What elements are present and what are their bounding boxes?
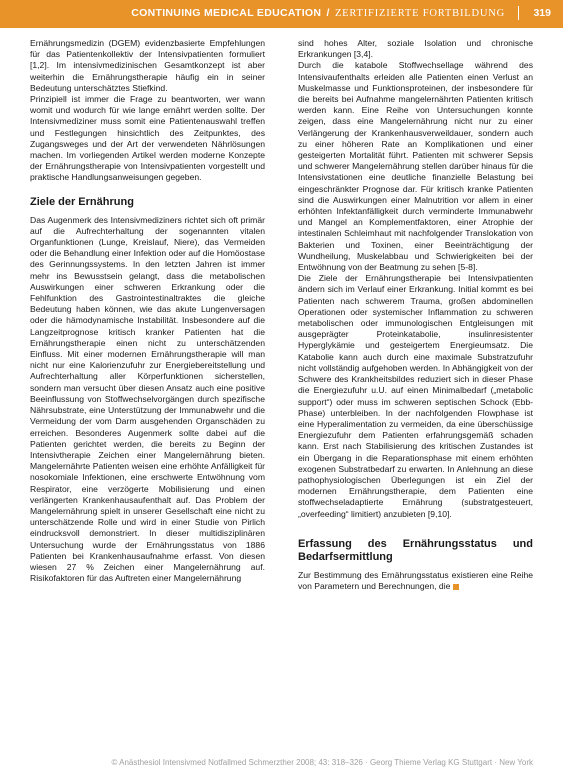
- paragraph-text: Zur Bestimmung des Ernährungsstatus existieren eine Reihe von Parametern und Berechnungen, die: [298, 569, 533, 591]
- right-column: [298, 38, 533, 592]
- paragraph-continued: [298, 570, 533, 592]
- paragraph: Durch die katabole Stoffwechsellage während des Intensivaufenthalts erleiden alle Patienten einen Verlust an Muskelmasse und Funktionsproteinen, der insbesondere für die bereits bei Aufnahme mangelernährten Patienten kritisch werden kann. Eine Reihe von Untersuchungen konnte zeigen, dass eine Mangelernährung nicht nur zu einer Verlängerung der Krankenhausverweildauer, sondern auch zu einer höheren Rate an Komplikationen und einer gesteigerten Mortalität führt. Patienten mit schwerer Sepsis und schwerer Mangelernährung stellen darüber hinaus für die Intensivstationen eine deutliche finanzielle Belastung bei eingeschränkter Prognose dar. Für kritisch kranke Patienten sind die Auswirkungen einer Malnutrition vor allem in einer erhöhten Infektanfälligkeit durch verminderte Immunabwehr und Mangel an Komplementfaktoren, einer Atrophie der intestinalen Schleimhaut mit nachfolgender Translokation von Bakterien und Toxinen, einer Beeinträchtigung der Wundheilung, Muskelabbau und Schwierigkeiten bei der Entwöhnung von der Beatmung zu sehen [5-8].: [298, 60, 533, 273]
- paragraph: Prinzipiell ist immer die Frage zu beantworten, wer wann womit und wodurch für wie lange ernährt werden sollte. Der Intensivmediziner muss somit eine Patientenauswahl treffen und Festlegungen hinsichtlich des Zeitpunktes, des Zugangsweges und der Art der verwendeten Nährlösungen machen. Im vorliegenden Artikel werden moderne Konzepte der Ernährungstherapie von Intensivpatienten vorgestellt und praktische Handlungsanweisungen gegeben.: [30, 94, 265, 183]
- paragraph: Das Augenmerk des Intensivmediziners richtet sich oft primär auf die Aufrechterhaltung der sogenannten vitalen Organfunktionen (Lunge, Kreislauf, Niere), das Vermeiden oder die Behandlung einer Infektion oder auf die Homöostase des Gerinnungssystems. In den letzten Jahren ist immer mehr ins Bewusstsein gelangt, dass die metabolischen Auswirkungen einer schweren Erkrankung oder die Fehlfunktion des Gastrointestinaltraktes die gleiche Bedeutung haben können, wie das akute Lungenversagen oder die hämodynamische Instabilität. Insbesondere auf die Langzeitprognose kritisch kranker Patienten hat die Ernährungstherapie einen nicht zu unterschätzenden Einfluss. Mit einer modernen Ernährungstherapie will man nicht nur eine Kalorienzufuhr zur Energiebereitstellung und Aufrechterhaltung aller Körperfunktionen sicherstellen, sondern man versucht über diesen Ansatz auch eine positive Beeinflussung von Stoffwechselvorgängen durch spezifische Nährsubstrate, eine Unterstützung der Immunabwehr und die Vermeidung der vom Darm ausgehenden Organschäden zu erreichen. Besonderes Augenmerk sollte dabei auf die Patienten gerichtet werden, die bereits zu Beginn der Intensivtherapie Zeichen einer Mangelernährung bieten. Mangelernährte Patienten weisen eine erhöhte Anfälligkeit für nosokomiale Infektionen, eine erschwerte Entwöhnung vom Respirator, eine verzögerte Mobilisierung und einen verlängerten Krankenhausaufenthalt auf. Das Problem der Mangelernährung spielt in unserer Gesellschaft eine nicht zu unterschätzende Rolle und wird in einer Studie von Pirlich eindrucksvoll demonstriert. In dieser multidisziplinären Untersuchung wurde der Ernährungsstatus von 1886 Patienten bei Krankenhausaufnahme erfasst. Von diesen wiesen 27 % Zeichen einer Mangelernährung auf. Risikofaktoren für das Auftreten einer Mangelernährung: [30, 214, 265, 584]
- section-name: CONTINUING MEDICAL EDUCATION: [131, 7, 322, 19]
- section-separator: /: [326, 7, 330, 19]
- left-column: [30, 38, 265, 584]
- copyright-line: © Anästhesiol Intensivmed Notfallmed Schmerzther 2008; 43: 318–326 · Georg Thieme Verlag KG Stuttgart · New York: [111, 758, 533, 767]
- paragraph: sind hohes Alter, soziale Isolation und chronische Erkrankungen [3,4].: [298, 38, 533, 60]
- journal-section-title: [131, 7, 505, 19]
- section-name-de: ZERTIFIZIERTE FORTBILDUNG: [334, 8, 505, 19]
- journal-header-bar: [0, 0, 563, 28]
- paragraph: Die Ziele der Ernährungstherapie bei Intensivpatienten ändern sich im Verlauf einer Erkrankung. Initial kommt es bei Patienten nach schwerem Trauma, großen abdominellen Operationen oder systemischer Inflammation zu schweren metabolischen oder immunologischen Entgleisungen mit ausgeprägter Proteinkatabolie, insulinresistenter Hyperglykämie und gesteigertem Energieumsatz. Die Katabolie kann auch durch eine maximale Substratzufuhr nicht vollständig aufgehoben werden. In Abhängigkeit von der Schwere des Krankheitsbildes reduziert sich in dieser Phase die Energiezufuhr u.U. auf einen Minimalbedarf („metabolic support“) oder muss im schweren septischen Schock (Ebb-Phase) unterbleiben. In der nachfolgenden Flowphase ist eine Hyperalimentation zu vermeiden, da eine überschüssige Energiezufuhr dem Patienten erfahrungsgemäß schaden kann. Erst nach Stabilisierung des kritischen Zustandes ist ein Übergang in die Reparationsphase mit einem erhöhten exogenen Substratbedarf zu erwarten. In Anlehnung an diese pathophysiologischen Überlegungen ist ein Ziel der modernen Ernährungstherapie, dem Patienten eine stoffwechseladaptierte Ernährung (substratgesteuert, „overfeeding“ limitiert) anzubieten [9,10].: [298, 273, 533, 519]
- header-divider: [518, 6, 519, 20]
- page-footer: [0, 754, 563, 774]
- paragraph: Ernährungsmedizin (DGEM) evidenzbasierte Empfehlungen für das Patientenkollektiv der Intensivpatienten formuliert [1,2]. Im intensivmedizinischen Gesamtkonzept ist aber weiterhin die Ernährungstherapie häufig ein in seiner Bedeutung unterschätztes Stiefkind.: [30, 38, 265, 93]
- page-number: 319: [533, 7, 551, 19]
- section-heading: Ziele der Ernährung: [30, 195, 134, 208]
- continuation-marker-icon: [453, 584, 459, 590]
- section-heading: Erfassung des Ernährungsstatus und Bedarfsermittlung: [298, 537, 533, 563]
